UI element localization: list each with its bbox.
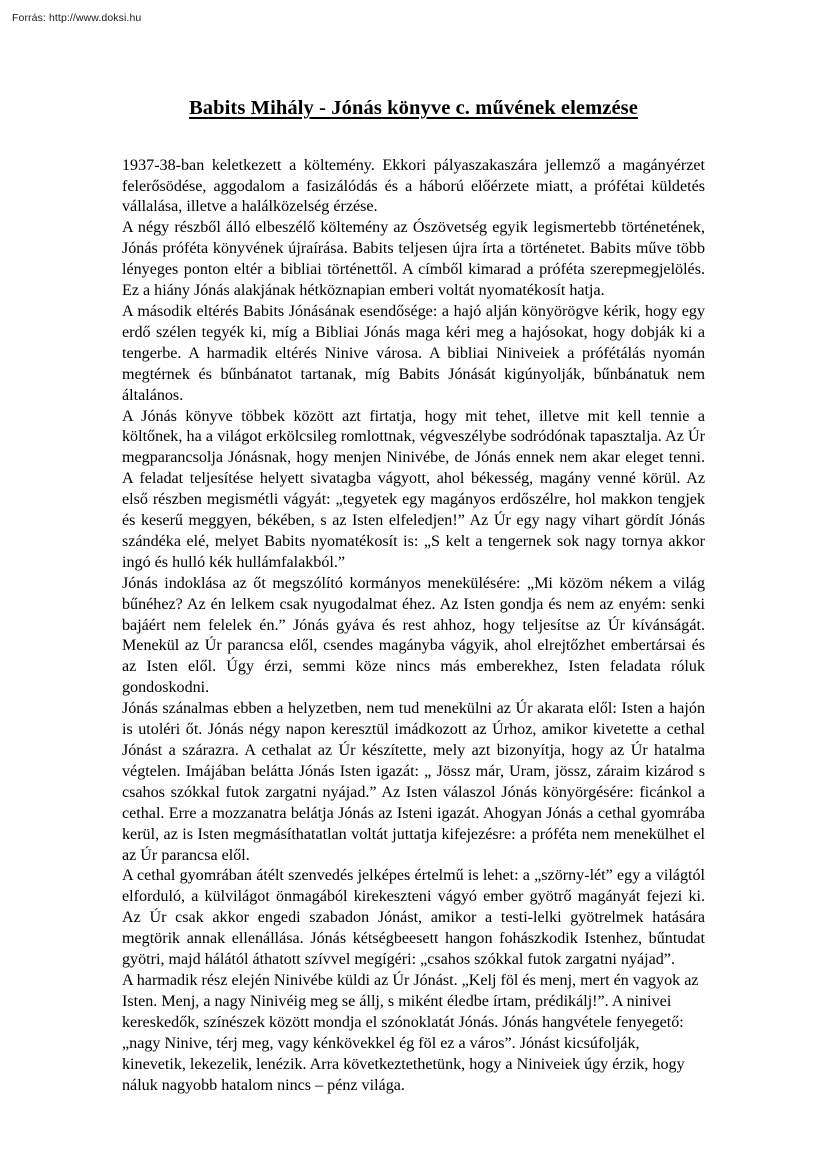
- paragraph: 1937-38-ban keletkezett a költemény. Ekkori pályaszakaszára jellemző a magányérzet felerősödése, aggodalom a fasizálódás és a háború előérzete miatt, a prófétai küldetés vállalása, illetve a halálközelség érzése.: [122, 156, 705, 216]
- paragraph: A második eltérés Babits Jónásának esendősége: a hajó alján könyörögve kérik, hogy egy erdő szélen tegyék ki, míg a Bibliai Jónás maga kéri meg a hajósokat, hogy dobják ki a tengerbe. A harmadik eltérés Ninive városa. A bibliai Niniveiek a prófétálás nyomán megtérnek és bűnbánatot tartanak, míg Babits Jónását kigúnyolják, bűnbánatuk nem általános.: [122, 302, 705, 404]
- source-url-header: Forrás: http://www.doksi.hu: [12, 12, 142, 24]
- page-title: Babits Mihály - Jónás könyve c. művének elemzése: [189, 97, 638, 119]
- paragraph: A négy részből álló elbeszélő költemény az Ószövetség egyik legismertebb történetének, Jónás próféta könyvének újraírása. Babits teljesen újra írta a történetet. Babits műve több lényeges ponton eltér a bibliai történettől. A címből kimarad a próféta szerepmegjelölés. Ez a hiány Jónás alakjának hétköznapian emberi voltát nyomatékosít hatja.: [122, 219, 705, 300]
- document-body: [122, 156, 705, 1097]
- paragraph: A cethal gyomrában átélt szenvedés jelképes értelmű is lehet: a „szörny-lét” egy a világtól elforduló, a külvilágot önmagából kirekeszteni vágyó ember gyötrő magányát fejezi ki. Az Úr csak akkor engedi szabadon Jónást, amikor a testi-lelki gyötrelmek hatására megtörik annak ellenállása. Jónás kétségbeesett hangon fohászkodik Istenhez, bűntudat gyötri, majd hálától áthatott szívvel megígéri: „csahos szókkal futok zargatni nyájad”.: [122, 867, 705, 969]
- paragraph: Jónás indoklása az őt megszólító kormányos menekülésére: „Mi közöm nékem a világ bűnéhez? Az én lelkem csak nyugodalmat éhez. Az Isten gondja és nem az enyém: senki bajáért nem felelek én.” Jónás gyáva és rest ahhoz, hogy teljesítse az Úr kívánságát. Menekül az Úr parancsa elől, csendes magányba vágyik, ahol elrejtőzhet embertársai és az Isten elől. Úgy érzi, semmi köze nincs más emberekhez, Isten feladata róluk gondoskodni.: [122, 574, 705, 697]
- paragraph: A Jónás könyve többek között azt firtatja, hogy mit tehet, illetve mit kell tennie a költőnek, ha a világot erkölcsileg romlottnak, végveszélybe sodródónak tapasztalja. Az Úr megparancsolja Jónásnak, hogy menjen Ninivébe, de Jónás ennek nem akar eleget tenni. A feladat teljesítése helyett sivatagba vágyott, ahol békesség, magány venné körül. Az első részben megismétli vágyát: „tegyetek egy magányos erdőszélre, hol makkon tengjek és keserű meggyen, békében, s az Isten elfeledjen!” Az Úr egy nagy vihart gördít Jónás szándéka elé, melyet Babits nyomatékosít is: „S kelt a tengernek sok nagy tornya akkor ingó és hulló kék hullámfalakból.”: [122, 407, 705, 571]
- paragraph: Jónás szánalmas ebben a helyzetben, nem tud menekülni az Úr akarata elől: Isten a hajón is utoléri őt. Jónás négy napon keresztül imádkozott az Úrhoz, amikor kivetette a cethal Jónást a szárazra. A cethalat az Úr készítette, mely azt bizonyítja, hogy az Úr hatalma végtelen. Imájában belátta Jónás Isten igazát: „ Jössz már, Uram, jössz, záraim kizárod s csahos szókkal futok zargatni nyájad.” Az Isten válaszol Jónás könyörgésére: ficánkol a cethal. Erre a mozzanatra belátja Jónás az Isteni igazát. Ahogyan Jónás a cethal gyomrába kerül, az is Isten megmásíthatatlan voltát juttatja kifejezésre: a próféta nem menekülhet el az Úr parancsa elől.: [122, 700, 705, 864]
- document-content: [122, 96, 705, 1096]
- paragraph: A harmadik rész elején Ninivébe küldi az Úr Jónást. „Kelj föl és menj, mert én vagyok az Isten. Menj, a nagy Ninivéig meg se állj, s miként éledbe írtam, prédikálj!”. A ninivei kereskedők, színészek között mondja el szónoklatát Jónás. Jónás hangvétele fenyegető: „nagy Ninive, térj meg, vagy kénkövekkel ég föl ez a város”. Jónást kicsúfolják, kinevetik, lekezelik, lenézik. Arra következtethetünk, hogy a Niniveiek úgy érzik, hogy náluk nagyobb hatalom nincs – pénz világa.: [122, 971, 699, 1094]
